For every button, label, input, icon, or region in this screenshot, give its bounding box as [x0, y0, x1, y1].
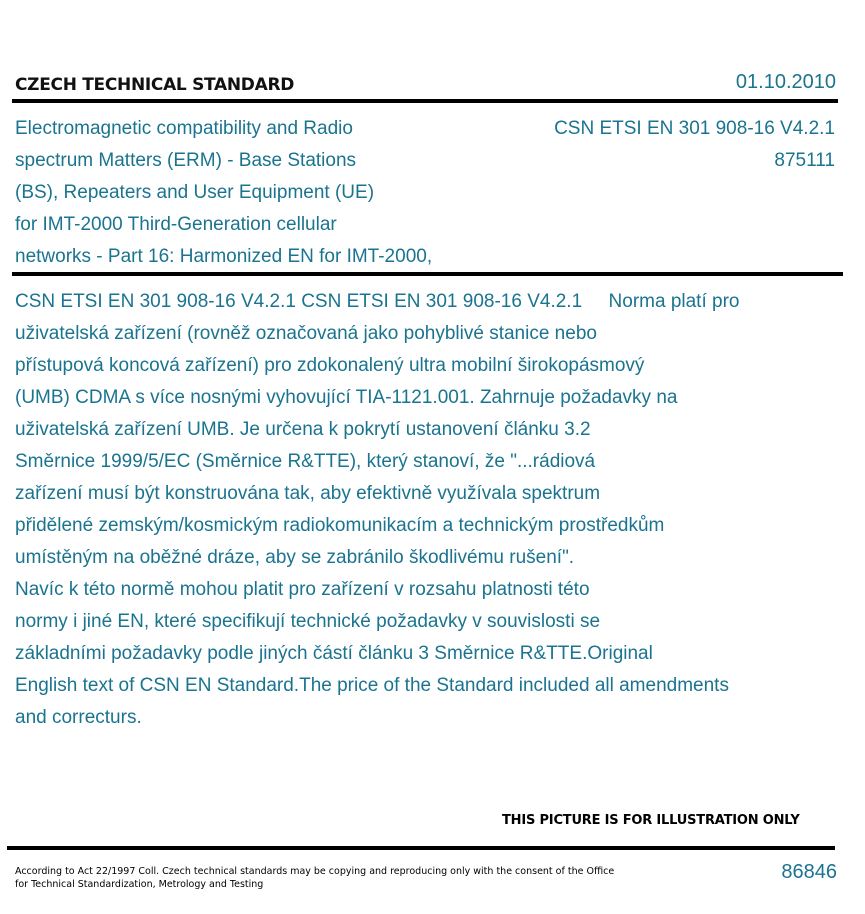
description-line: zařízení musí být konstruována tak, aby efektivně využívala spektrum — [15, 483, 601, 504]
description-line: umístěným na oběžné dráze, aby se zabránilo škodlivému rušení". — [15, 547, 575, 568]
description-line: and correcturs. — [15, 707, 142, 728]
standard-code: CSN ETSI EN 301 908-16 V4.2.1 — [554, 118, 835, 139]
description-line: základními požadavky podle jiných částí článku 3 Směrnice R&TTE.Original — [15, 643, 653, 664]
title-line: for IMT-2000 Third-Generation cellular — [15, 214, 337, 235]
standard-description — [15, 286, 845, 734]
description-line: English text of CSN EN Standard.The price of the Standard included all amendments — [15, 675, 729, 696]
footer-divider — [7, 846, 835, 850]
publication-date: 01.10.2010 — [735, 71, 836, 93]
description-line: (UMB) CDMA s více nosnými vyhovující TIA-1121.001. Zahrnuje požadavky na — [15, 387, 678, 408]
copyright-line: for Technical Standardization, Metrology and Testing — [15, 879, 264, 890]
copyright-notice — [15, 865, 615, 891]
description-line: normy i jiné EN, které specifikují technické požadavky v souvislosti se — [15, 611, 601, 632]
description-line: přidělené zemským/kosmickým radiokomunikacím a technickým prostředkům — [15, 515, 665, 536]
description-line: přístupová koncová zařízení) pro zdokonalený ultra mobilní širokopásmový — [15, 355, 645, 376]
title-line: Electromagnetic compatibility and Radio — [15, 118, 353, 139]
description-line: uživatelská zařízení (rovněž označovaná jako pohyblivé stanice nebo — [15, 323, 597, 344]
standard-title — [15, 113, 495, 273]
description-line: Směrnice 1999/5/EC (Směrnice R&TTE), který stanoví, že "...rádiová — [15, 451, 596, 472]
catalog-number: 875111 — [774, 150, 835, 171]
header-divider — [12, 99, 838, 103]
title-divider — [12, 272, 843, 276]
title-line: networks - Part 16: Harmonized EN for IMT-2000, — [15, 246, 433, 267]
title-line: (BS), Repeaters and User Equipment (UE) — [15, 182, 375, 203]
document-number: 86846 — [781, 861, 837, 883]
illustration-disclaimer: THIS PICTURE IS FOR ILLUSTRATION ONLY — [502, 813, 800, 828]
standard-identifiers — [554, 113, 835, 177]
title-line: spectrum Matters (ERM) - Base Stations — [15, 150, 357, 171]
document-heading: CZECH TECHNICAL STANDARD — [15, 75, 295, 95]
description-line: CSN ETSI EN 301 908-16 V4.2.1 CSN ETSI EN 301 908-16 V4.2.1 Norma platí pro — [15, 291, 740, 312]
description-line: uživatelská zařízení UMB. Je určena k pokrytí ustanovení článku 3.2 — [15, 419, 591, 440]
description-line: Navíc k této normě mohou platit pro zařízení v rozsahu platnosti této — [15, 579, 590, 600]
copyright-line: According to Act 22/1997 Coll. Czech technical standards may be copying and reproducing only with the consent of the Office — [15, 866, 615, 877]
